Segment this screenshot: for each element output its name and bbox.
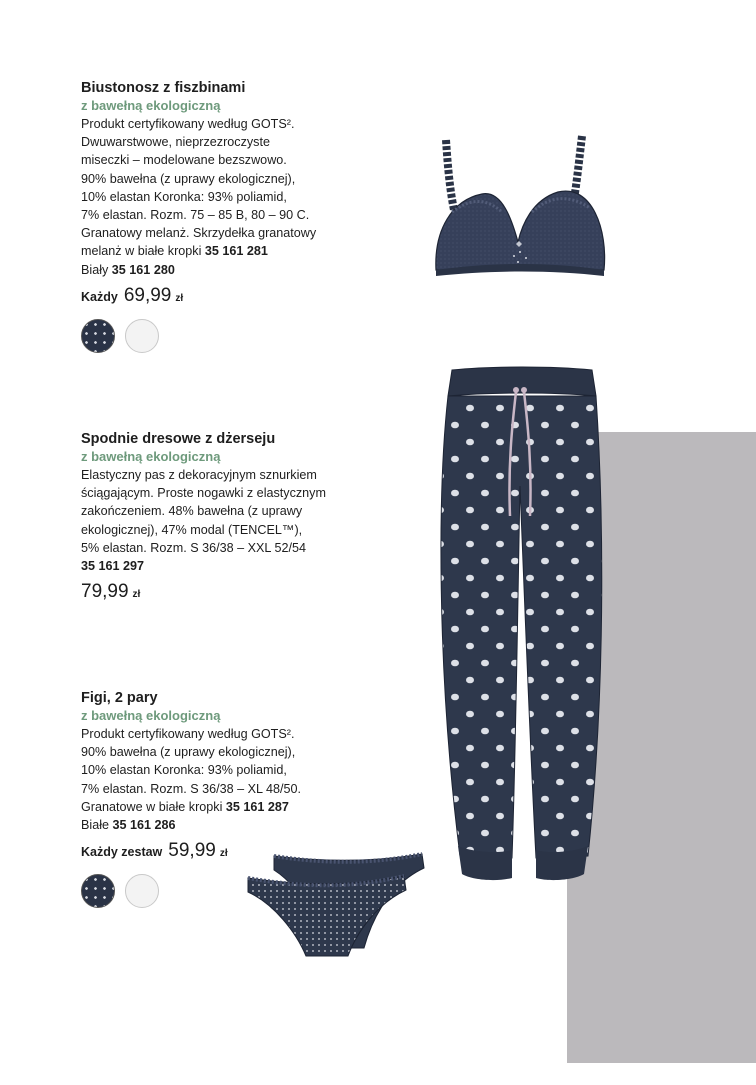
price-label: Każdy [81, 289, 118, 304]
variant-line: Białe 35 161 286 [81, 818, 176, 833]
product-title: Biustonosz z fiszbinami [81, 80, 246, 96]
price-label: Każdy zestaw [81, 845, 163, 860]
currency: zł [175, 292, 184, 304]
desc-line: ekologicznej), 47% modal (TENCEL™), [81, 522, 303, 537]
variant-line: Biały 35 161 280 [81, 262, 175, 277]
price-row [81, 581, 381, 603]
product-code: 35 161 286 [112, 818, 176, 833]
price: 69,99 [123, 284, 172, 306]
product-description [81, 115, 381, 279]
desc-line: 90% bawełna (z uprawy ekologicznej), [81, 171, 296, 186]
price: 79,99 [81, 581, 129, 603]
product-title: Spodnie dresowe z dżerseju [81, 431, 276, 447]
desc-line: 7% elastan. Rozm. S 36/38 – XL 48/50. [81, 781, 302, 796]
product-code: 35 161 281 [204, 244, 268, 259]
color-swatches [81, 319, 381, 353]
product-subtitle: z bawełną ekologiczną [81, 708, 221, 723]
desc-line: Elastyczny pas z dekoracyjnym sznurkiem [81, 468, 317, 482]
desc-line: Dwuwarstwowe, nieprzezroczyste [81, 135, 270, 150]
product-description [81, 725, 381, 834]
desc-line: 90% bawełna (z uprawy ekologicznej), [81, 745, 296, 760]
desc-line: 5% elastan. Rozm. S 36/38 – XXL 52/54 [81, 540, 306, 555]
desc-line: 7% elastan. Rozm. 75 – 85 B, 80 – 90 C. [81, 208, 310, 223]
currency: zł [132, 589, 141, 601]
product-subtitle: z bawełną ekologiczną [81, 449, 221, 464]
product-subtitle: z bawełną ekologiczną [81, 98, 221, 113]
desc-line: Produkt certyfikowany według GOTS². [81, 727, 295, 741]
price-row [81, 285, 381, 307]
desc-line: zakończeniem. 48% bawełna (z uprawy [81, 504, 303, 519]
bra-image [432, 130, 610, 280]
swatch-navy-dotted[interactable] [81, 874, 115, 908]
swatch-navy-dotted[interactable] [81, 319, 115, 353]
product-description [81, 466, 381, 575]
desc-line: 10% elastan Koronka: 93% poliamid, [81, 763, 287, 778]
desc-line: Produkt certyfikowany według GOTS². [81, 117, 295, 131]
variant-line: melanż w białe kropki 35 161 281 [81, 244, 268, 259]
currency: zł [219, 848, 228, 860]
price: 59,99 [168, 840, 216, 862]
variant-line: Granatowe w białe kropki 35 161 287 [81, 799, 289, 814]
desc-line: Granatowy melanż. Skrzydełka granatowy [81, 226, 317, 241]
swatch-white[interactable] [125, 319, 159, 353]
product-bra [81, 79, 381, 353]
product-title: Figi, 2 pary [81, 690, 158, 706]
swatch-white[interactable] [125, 874, 159, 908]
product-pants [81, 430, 381, 603]
product-code: 35 161 297 [81, 559, 145, 574]
desc-line: miseczki – modelowane bezszwowo. [81, 153, 287, 168]
product-code: 35 161 287 [225, 799, 289, 814]
desc-line: 10% elastan Koronka: 93% poliamid, [81, 189, 287, 204]
briefs-image [244, 852, 434, 962]
product-code: 35 161 280 [111, 262, 175, 277]
desc-line: ściągającym. Proste nogawki z elastycznym [81, 486, 326, 501]
pants-image [432, 366, 607, 888]
